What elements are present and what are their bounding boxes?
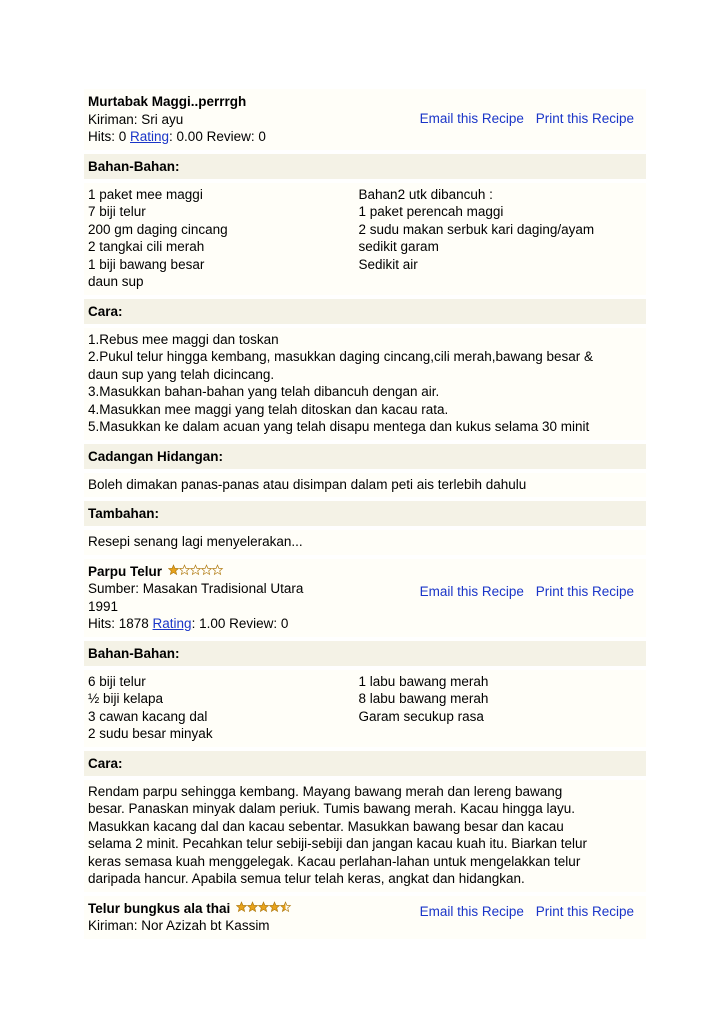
ingredient-item: 3 cawan kacang dal — [88, 708, 208, 724]
star-icon — [202, 565, 212, 574]
recipe-title: Parpu Telur — [88, 563, 163, 579]
email-recipe-link[interactable]: Email this Recipe — [419, 111, 524, 126]
email-recipe-link[interactable]: Email this Recipe — [419, 903, 524, 919]
method-line: selama 2 minit. Pecahkan telur sebiji-sebiji dan jangan kacau kuah itu. Biarkan telur — [88, 836, 588, 851]
ingredient-item: 1 labu bawang merah — [358, 673, 489, 689]
star-icon — [281, 902, 291, 911]
ingredient-item: 1 biji bawang besar — [88, 256, 205, 272]
stars-svg — [168, 564, 224, 576]
ingredient-item: ½ biji kelapa — [88, 691, 164, 706]
ingredient-item: Sedikit air — [358, 256, 418, 272]
star-icon — [270, 902, 280, 911]
method-line: 4.Masukkan mee maggi yang telah ditoskan dan kacau rata. — [88, 401, 449, 417]
ingredients-list — [84, 670, 646, 747]
print-recipe-link[interactable]: Print this Recipe — [535, 903, 634, 919]
serving-suggestion-text: Boleh dimakan panas-panas atau disimpan dalam peti ais terlebih dahulu — [84, 473, 646, 498]
recipe-source: Sumber: Masakan Tradisional Utara — [88, 581, 304, 596]
notes-heading: Tambahan: — [84, 501, 646, 526]
email-recipe-link[interactable]: Email this Recipe — [419, 583, 524, 599]
ingredients-heading: Bahan-Bahan: — [84, 641, 646, 666]
star-icon — [191, 565, 201, 574]
method-line: daripada hancur. Apabila semua telur telah keras, angkat dan hidangkan. — [88, 871, 525, 886]
serving-suggestion-heading: Cadangan Hidangan: — [84, 444, 646, 469]
star-icon — [169, 565, 179, 574]
method-line: 3.Masukkan bahan-bahan yang telah dibancuh dengan air. — [88, 384, 440, 399]
stars-svg — [236, 901, 292, 913]
recipe-stats: Hits: 0 Rating: 0.00 Review: 0 — [88, 129, 266, 144]
method-text — [84, 780, 646, 892]
recipe-stats: Hits: 1878 Rating: 1.00 Review: 0 — [88, 616, 289, 631]
method-line: keras semasa kuah menggelegak. Kacau perlahan-lahan untuk mengelakkan telur — [88, 853, 581, 869]
ingredient-item: 1 paket perencah maggi — [358, 204, 504, 219]
ingredient-item: 6 biji telur — [88, 673, 146, 689]
method-line: 2.Pukul telur hingga kembang, masukkan daging cincang,cili merah,bawang besar & — [88, 349, 594, 364]
method-text — [84, 328, 646, 440]
ingredients-column — [359, 186, 642, 291]
ingredient-item: 7 biji telur — [88, 204, 146, 219]
star-icon — [213, 565, 223, 574]
ingredients-column — [88, 186, 359, 291]
method-line: 5.Masukkan ke dalam acuan yang telah disapu mentega dan kukus selama 30 minit — [88, 419, 590, 434]
ingredient-item: daun sup — [88, 274, 144, 289]
star-rating-icon — [168, 564, 224, 578]
recipe-author: Kiriman: Nor Azizah bt Kassim — [88, 918, 270, 933]
star-rating-icon — [236, 901, 292, 915]
recipe-source-year: 1991 — [88, 598, 119, 614]
star-icon — [237, 902, 247, 911]
ingredients-list — [84, 183, 646, 295]
star-icon — [180, 565, 190, 574]
rating-link[interactable]: Rating — [130, 129, 170, 144]
recipe-header — [84, 559, 646, 637]
ingredient-item: Garam secukup rasa — [358, 708, 484, 724]
method-line: 1.Rebus mee maggi dan toskan — [88, 331, 279, 347]
recipe-author: Kiriman: Sri ayu — [88, 111, 184, 127]
ingredient-item: 1 paket mee maggi — [88, 186, 203, 202]
ingredient-item: 2 sudu makan serbuk kari daging/ayam — [358, 221, 595, 237]
recipe-title: Murtabak Maggi..perrrgh — [88, 94, 247, 109]
ingredient-item: 2 sudu besar minyak — [88, 726, 213, 741]
ingredients-heading: Bahan-Bahan: — [84, 154, 646, 179]
recipe-title: Telur bungkus ala thai — [88, 900, 231, 916]
ingredients-column — [359, 673, 642, 743]
star-icon — [248, 902, 258, 911]
ingredient-item: 2 tangkai cili merah — [88, 239, 205, 254]
ingredient-item: 8 labu bawang merah — [358, 691, 489, 706]
rating-link[interactable]: Rating — [152, 616, 192, 631]
print-recipe-link[interactable]: Print this Recipe — [535, 583, 634, 599]
method-line: Rendam parpu sehingga kembang. Mayang bawang merah dan lereng bawang — [88, 783, 563, 799]
ingredient-item: Bahan2 utk dibancuh : — [358, 186, 493, 202]
ingredients-column — [88, 673, 359, 743]
print-recipe-link[interactable]: Print this Recipe — [535, 111, 634, 126]
method-heading: Cara: — [84, 299, 646, 324]
recipe-page — [84, 89, 646, 939]
ingredient-item: 200 gm daging cincang — [88, 221, 228, 237]
recipe-header — [84, 89, 646, 150]
method-line: Masukkan kacang dal dan kacau sebentar. Masukkan bawang besar dan kacau — [88, 818, 564, 834]
method-line: daun sup yang telah dicincang. — [88, 366, 275, 382]
method-line: besar. Panaskan minyak dalam periuk. Tumis bawang merah. Kacau hingga layu. — [88, 801, 576, 816]
notes-text: Resepi senang lagi menyelerakan... — [84, 530, 646, 555]
star-icon — [259, 902, 269, 911]
recipe-header — [84, 896, 646, 939]
method-heading: Cara: — [84, 751, 646, 776]
ingredient-item: sedikit garam — [358, 239, 439, 254]
